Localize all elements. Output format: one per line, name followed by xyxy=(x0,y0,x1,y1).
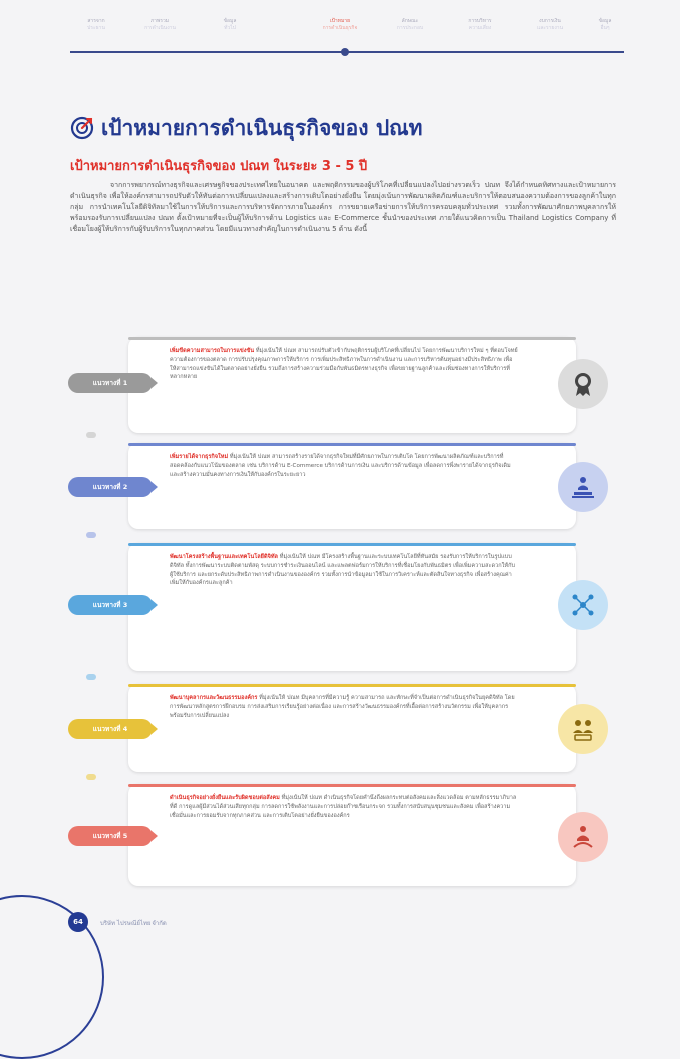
goal-description xyxy=(170,794,518,820)
goal-tag-3 xyxy=(68,595,152,615)
goal-lead: ดำเนินธุรกิจอย่างยั่งยืนและรับผิดชอบต่อสังคม xyxy=(170,795,280,801)
goal-description xyxy=(170,553,518,588)
goal-icon-circle-1 xyxy=(558,359,608,409)
goal-icon-circle-4 xyxy=(558,704,608,754)
award-ribbon-icon xyxy=(569,370,597,398)
nav-item-4-active[interactable] xyxy=(310,18,370,32)
target-icon xyxy=(70,116,94,140)
goal-card-bar xyxy=(128,443,576,446)
goal-lead: เพิ่มรายได้จากธุรกิจใหม่ xyxy=(170,454,229,460)
top-navigation xyxy=(70,14,624,54)
goal-tag-2 xyxy=(68,477,152,497)
timeline-connector xyxy=(86,432,96,438)
goal-card-1 xyxy=(128,337,576,433)
goal-body: ที่มุ่งเน้นให้ ปณท สามารถปรับตัวเข้ากับพฤติกรรมผู้บริโภคที่เปลี่ยนไป โดยการพัฒนาบริการใหม่ ๆ ที่ตอบโจทย์ความต้องการของตลาด การปรับปรุงคุณภาพการให้บริการ การเพิ่มประสิทธิภาพในการดำเนินงาน และการบริหารต้นทุนอย่างมีประสิทธิภาพ เพื่อให้สามารถแข่งขันได้ในตลาดอย่างยั่งยืน รวมถึงการสร้างความร่วมมือกับพันธมิตรทางธุรกิจ เพื่อขยายฐานลูกค้าและเพิ่มช่องทางการให้บริการที่หลากหลาย xyxy=(170,348,518,381)
goal-card-5 xyxy=(128,784,576,886)
goal-body: ที่มุ่งเน้นให้ ปณท สามารถสร้างรายได้จากธุรกิจใหม่ที่มีศักยภาพในการเติบโต โดยการพัฒนาผลิตภัณฑ์และบริการที่สอดคล้องกับแนวโน้มของตลาด เช่น บริการด้าน E-Commerce บริการด้านการเงิน และบริการด้านข้อมูล เพื่อลดการพึ่งพารายได้จากธุรกิจเดิม และสร้างความมั่นคงทางการเงินให้กับองค์กรในระยะยาว xyxy=(170,454,511,478)
goal-body: ที่มุ่งเน้นให้ ปณท มีโครงสร้างพื้นฐานและระบบเทคโนโลยีที่ทันสมัย รองรับการให้บริการในรูปแบบดิจิทัล ทั้งการพัฒนาระบบติดตามพัสดุ ระบบการชำระเงินออนไลน์ และแพลตฟอร์มการให้บริการที่เชื่อมโยงกับพันธมิตร เพื่อเพิ่มความสะดวกให้กับผู้ใช้บริการ และยกระดับประสิทธิภาพการดำเนินงานขององค์กร รวมทั้งการนำข้อมูลมาใช้ในการวิเคราะห์และตัดสินใจทางธุรกิจ เพื่อสร้างคุณค่าเพิ่มให้กับองค์กรและลูกค้า xyxy=(170,554,516,587)
goal-tag-label: แนวทางที่ 3 xyxy=(92,601,128,609)
nav-item-8[interactable] xyxy=(575,18,635,32)
goal-card-bar xyxy=(128,337,576,340)
sustainability-icon xyxy=(569,823,597,851)
goal-icon-circle-2 xyxy=(558,462,608,512)
timeline-connector xyxy=(86,674,96,680)
goal-lead: พัฒนาบุคลากรและวัฒนธรรมองค์กร xyxy=(170,695,258,701)
goal-lead: พัฒนาโครงสร้างพื้นฐานและเทคโนโลยีดิจิทัล xyxy=(170,554,278,560)
nav-item-5[interactable] xyxy=(380,18,440,32)
goal-tag-label: แนวทางที่ 4 xyxy=(92,725,128,733)
nav-item-sublabel: อื่นๆ xyxy=(600,25,610,31)
nav-item-label: สารจาก xyxy=(87,18,105,24)
decorative-arc xyxy=(0,895,104,1059)
nav-item-6[interactable] xyxy=(450,18,510,32)
timeline-connector xyxy=(86,774,96,780)
goal-body: ที่มุ่งเน้นให้ ปณท มีบุคลากรที่มีความรู้ ความสามารถ และทักษะที่จำเป็นต่อการดำเนินธุรกิจในยุคดิจิทัล โดยการพัฒนาหลักสูตรการฝึกอบรม การส่งเสริมการเรียนรู้อย่างต่อเนื่อง และการสร้างวัฒนธรรมองค์กรที่เอื้อต่อการสร้างนวัตกรรม เพื่อให้บุคลากรพร้อมรับการเปลี่ยนแปลง xyxy=(170,695,515,719)
nav-item-label: การบริหาร xyxy=(468,18,492,24)
nav-item-sublabel: ทั่วไป xyxy=(224,25,236,31)
nav-item-3[interactable] xyxy=(200,18,260,32)
footer-company-name: บริษัท ไปรษณีย์ไทย จำกัด xyxy=(100,920,167,927)
goal-body: ที่มุ่งเน้นให้ ปณท ดำเนินธุรกิจโดยคำนึงถึงผลกระทบต่อสังคมและสิ่งแวดล้อม ตามหลักธรรมาภิบาลที่ดี การดูแลผู้มีส่วนได้ส่วนเสียทุกกลุ่ม การลดการใช้พลังงานและการปล่อยก๊าซเรือนกระจก รวมทั้งการสนับสนุนชุมชนและสังคม เพื่อสร้างความเชื่อมั่นและการยอมรับจากทุกภาคส่วน และการเติบโตอย่างยั่งยืนขององค์กร xyxy=(170,795,517,819)
goal-tag-1 xyxy=(68,373,152,393)
intro-paragraph: จากการพยากรณ์ทางธุรกิจและเศรษฐกิจของประเทศไทยในอนาคต และพฤติกรรมของผู้บริโภคที่เปลี่ยนแปลงไปอย่างรวดเร็ว ปณท จึงได้กำหนดทิศทางและเป้าหมายการดำเนินธุรกิจ เพื่อให้องค์กรสามารถปรับตัวให้ทันต่อการเปลี่ยนแปลงและสร้างการเติบโตอย่างยั่งยืน โดยมุ่งเน้นการพัฒนาผลิตภัณฑ์และบริการให้ตอบสนองความต้องการของลูกค้าในทุกกลุ่ม การนำเทคโนโลยีดิจิทัลมาใช้ในการให้บริการและการบริหารจัดการภายในองค์กร การขยายเครือข่ายการให้บริการครอบคลุมทั่วประเทศ รวมทั้งการพัฒนาศักยภาพบุคลากรให้พร้อมรองรับการเปลี่ยนแปลง ปณท ตั้งเป้าหมายที่จะเป็นผู้ให้บริการด้าน Logistics และ E-Commerce ชั้นนำของประเทศ ภายใต้แนวคิดการเป็น Thailand Logistics Company ที่เชื่อมโยงผู้ให้บริการกับผู้รับบริการในทุกภาคส่วน โดยมีแนวทางสำคัญในการดำเนินงาน 5 ด้าน ดังนี้ xyxy=(70,181,616,233)
nav-item-sublabel: และรายงาน xyxy=(536,25,564,31)
nav-item-label: ข้อมูล xyxy=(223,18,237,24)
goal-description xyxy=(170,694,518,720)
goal-description xyxy=(170,347,518,382)
goal-card-bar xyxy=(128,784,576,787)
goal-tag-label: แนวทางที่ 2 xyxy=(92,483,128,491)
nav-active-indicator xyxy=(341,48,349,56)
nav-item-sublabel: การดำเนินธุรกิจ xyxy=(322,25,358,31)
goal-tag-label: แนวทางที่ 1 xyxy=(92,379,128,387)
nav-item-sublabel: ความเสี่ยง xyxy=(468,25,492,31)
goal-card-2 xyxy=(128,443,576,529)
nav-item-sublabel: การดำเนินงาน xyxy=(144,25,176,31)
nav-item-2[interactable] xyxy=(130,18,190,32)
page-subtitle: เป้าหมายการดำเนินธุรกิจของ ปณท ในระยะ 3 - 5 ปี xyxy=(70,159,368,174)
nav-item-label: เป้าหมาย xyxy=(329,18,351,24)
goal-tag-5 xyxy=(68,826,152,846)
nav-item-label: ภาพรวม xyxy=(150,18,170,24)
nav-item-7[interactable] xyxy=(520,18,580,32)
goal-card-3 xyxy=(128,543,576,671)
network-icon xyxy=(569,591,597,619)
goal-tag-4 xyxy=(68,719,152,739)
goal-lead: เพิ่มขีดความสามารถในการแข่งขัน xyxy=(170,348,255,354)
goal-card-bar xyxy=(128,684,576,687)
nav-item-sublabel: ประธาน xyxy=(87,25,105,31)
goal-icon-circle-3 xyxy=(558,580,608,630)
page-number: 64 xyxy=(68,912,88,932)
page-title: เป้าหมายการดำเนินธุรกิจของ ปณท xyxy=(101,116,423,140)
goal-card-4 xyxy=(128,684,576,772)
goal-card-bar xyxy=(128,543,576,546)
nav-item-1[interactable] xyxy=(66,18,126,32)
team-icon xyxy=(569,715,597,743)
goal-description xyxy=(170,453,518,479)
nav-item-label: ข้อมูล xyxy=(598,18,612,24)
goal-tag-label: แนวทางที่ 5 xyxy=(92,832,128,840)
nav-item-sublabel: การประกอบ xyxy=(396,25,424,31)
nav-item-label: งบการเงิน xyxy=(539,18,561,24)
nav-item-label: ลักษณะ xyxy=(401,18,419,24)
goal-icon-circle-5 xyxy=(558,812,608,862)
people-growth-icon xyxy=(569,473,597,501)
timeline-connector xyxy=(86,532,96,538)
